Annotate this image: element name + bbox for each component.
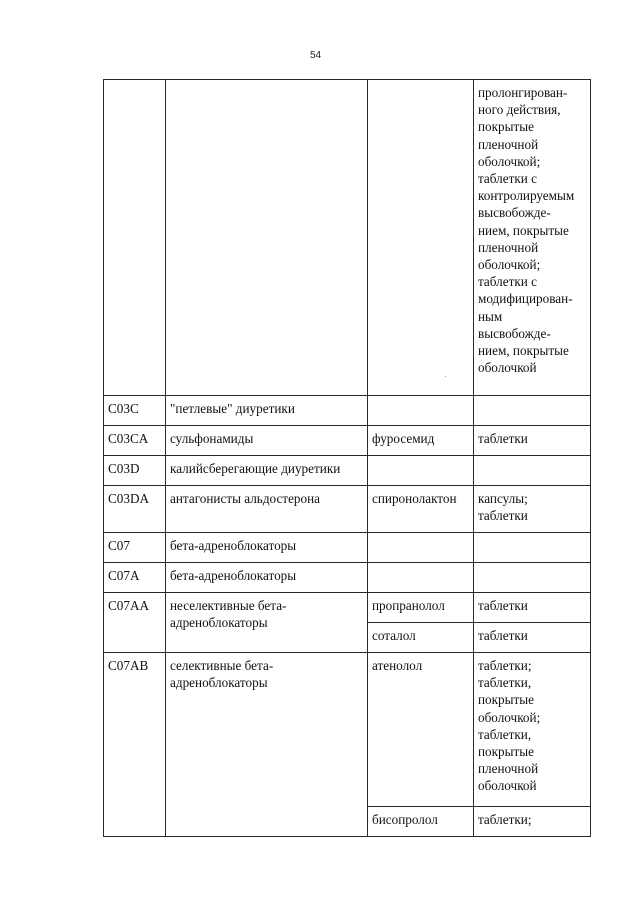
- table-row: [104, 593, 591, 623]
- substance-cell: фуросемид: [368, 426, 474, 456]
- substance-cell: [368, 396, 474, 426]
- table-row: [104, 653, 591, 807]
- substance-cell: соталол: [368, 623, 474, 653]
- group-cell: [166, 563, 368, 593]
- substance-cell: [368, 563, 474, 593]
- dosage-form-cell: [474, 593, 591, 623]
- dosage-form-line: таблетки,: [478, 726, 532, 742]
- dosage-form-line: оболочкой;: [478, 257, 541, 273]
- dosage-form-line: пролонгирован-: [478, 85, 568, 100]
- group-cell: [166, 396, 368, 426]
- atc-code-cell: C03D: [104, 456, 166, 486]
- dosage-form-line: капсулы;: [478, 491, 528, 506]
- page-number: 54: [309, 50, 322, 61]
- dosage-form-cell: [474, 426, 591, 456]
- dosage-form-line: таблетки: [478, 628, 528, 643]
- dosage-form-line: модифицирован-: [478, 291, 573, 307]
- dosage-form-cell: [474, 623, 591, 653]
- dosage-form-line: покрытые: [478, 744, 534, 760]
- group-line: антагонисты альдостерона: [170, 491, 321, 506]
- group-cell: [166, 533, 368, 563]
- scan-speck: [445, 376, 446, 377]
- dosage-form-line: пленочной: [478, 761, 539, 777]
- dosage-form-line: пленочной: [478, 239, 539, 255]
- dosage-form-line: таблетки,: [478, 675, 532, 691]
- substance-cell: пропранолол: [368, 593, 474, 623]
- substance-cell: [368, 456, 474, 486]
- group-line: калийсберегающие диуретики: [170, 461, 341, 476]
- group-cell: [166, 456, 368, 486]
- atc-code-cell: C07AA: [104, 593, 166, 653]
- atc-code-cell: C07AB: [104, 653, 166, 837]
- dosage-form-cell: [474, 456, 591, 486]
- table-row: [104, 80, 591, 396]
- dosage-form-line: пленочной: [478, 136, 539, 152]
- substance-cell: бисопролол: [368, 807, 474, 837]
- group-line: "петлевые" диуретики: [170, 401, 295, 416]
- dosage-form-line: оболочкой;: [478, 153, 541, 169]
- atc-code-cell: [104, 80, 166, 396]
- dosage-form-line: контролируемым: [478, 188, 575, 204]
- dosage-form-line: нием, покрытые: [478, 343, 569, 359]
- dosage-form-cell: [474, 653, 591, 807]
- dosage-form-line: покрытые: [478, 119, 534, 135]
- group-cell: [166, 486, 368, 533]
- dosage-form-cell: [474, 807, 591, 837]
- group-line: адреноблокаторы: [170, 615, 268, 631]
- group-cell: [166, 426, 368, 456]
- table-row: [104, 533, 591, 563]
- dosage-form-line: оболочкой: [478, 778, 537, 794]
- group-cell: [166, 653, 368, 837]
- group-line: неселективные бета-: [170, 598, 287, 613]
- dosage-form-line: таблетки: [478, 508, 528, 524]
- dosage-form-line: ным: [478, 308, 503, 324]
- group-line: адреноблокаторы: [170, 675, 268, 691]
- dosage-form-line: нием, покрытые: [478, 222, 569, 238]
- table-row: [104, 456, 591, 486]
- dosage-form-cell: [474, 563, 591, 593]
- dosage-form-cell: [474, 486, 591, 533]
- group-line: бета-адреноблокаторы: [170, 538, 297, 553]
- group-line: бета-адреноблокаторы: [170, 568, 297, 583]
- group-cell: [166, 80, 368, 396]
- dosage-form-cell: [474, 533, 591, 563]
- dosage-form-line: таблетки: [478, 598, 528, 613]
- dosage-form-cell: [474, 396, 591, 426]
- atc-code-cell: C03DA: [104, 486, 166, 533]
- dosage-form-line: таблетки с: [478, 274, 537, 290]
- substance-cell: [368, 80, 474, 396]
- dosage-form-line: высвобожде-: [478, 205, 551, 221]
- atc-code-cell: C03CA: [104, 426, 166, 456]
- dosage-form-line: таблетки;: [478, 658, 532, 673]
- atc-code-cell: C07A: [104, 563, 166, 593]
- dosage-form-line: оболочкой;: [478, 709, 541, 725]
- atc-code-cell: C07: [104, 533, 166, 563]
- table-row: [104, 426, 591, 456]
- dosage-form-line: таблетки: [478, 431, 528, 446]
- dosage-form-line: ного действия,: [478, 102, 561, 118]
- group-line: селективные бета-: [170, 658, 274, 673]
- table-row: [104, 396, 591, 426]
- atc-code-cell: C03C: [104, 396, 166, 426]
- dosage-form-cell: [474, 80, 591, 396]
- substance-cell: спиронолактон: [368, 486, 474, 533]
- group-line: сульфонамиды: [170, 431, 254, 446]
- dosage-form-line: оболочкой: [478, 360, 537, 376]
- group-cell: [166, 593, 368, 653]
- medication-table: [103, 79, 591, 837]
- dosage-form-line: высвобожде-: [478, 325, 551, 341]
- dosage-form-line: покрытые: [478, 692, 534, 708]
- substance-cell: атенолол: [368, 653, 474, 807]
- dosage-form-line: таблетки с: [478, 171, 537, 187]
- substance-cell: [368, 533, 474, 563]
- dosage-form-line: таблетки;: [478, 812, 532, 827]
- table-row: [104, 563, 591, 593]
- table-row: [104, 486, 591, 533]
